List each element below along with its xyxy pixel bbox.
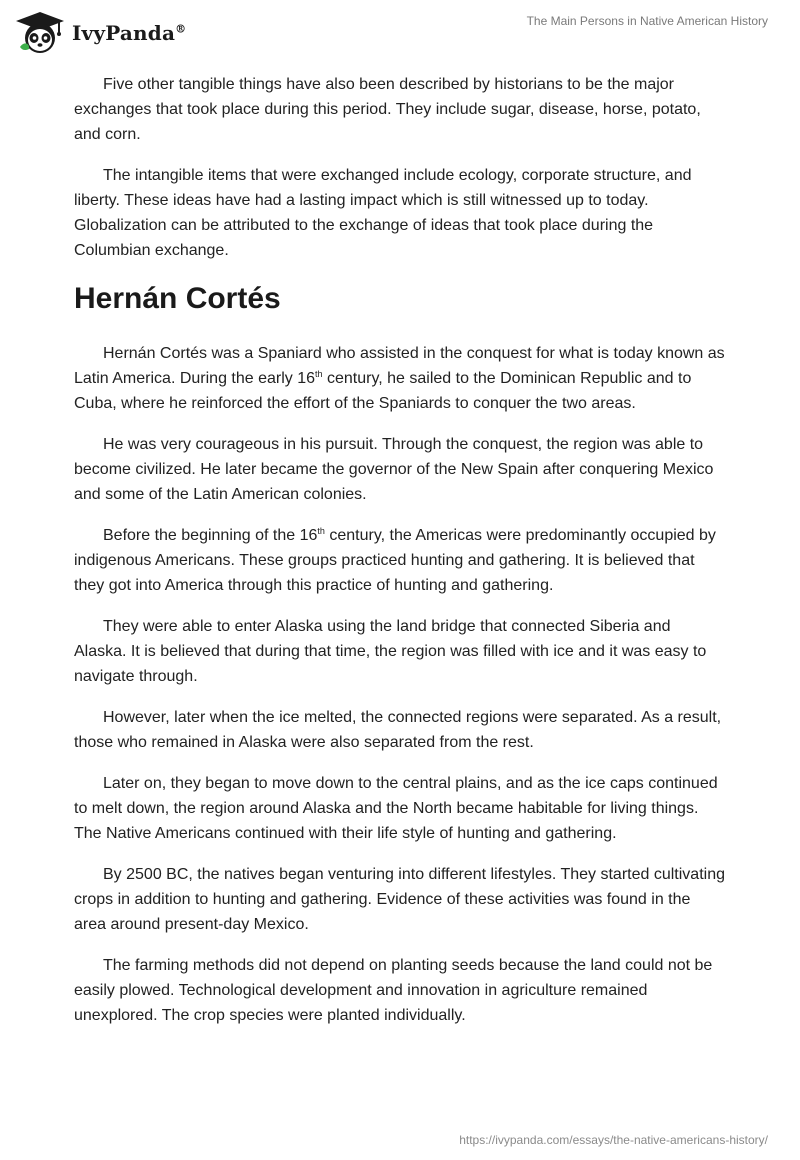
- logo-text: IvyPanda®: [72, 21, 187, 45]
- paragraph: The farming methods did not depend on planting seeds because the land could not be easily plowed. Technological development and innovation in agriculture remained unexplored. The crop species were planted individually.: [74, 957, 713, 1024]
- paragraph: However, later when the ice melted, the connected regions were separated. As a result, those who remained in Alaska were also separated from the rest.: [74, 709, 722, 751]
- document-title: The Main Persons in Native American History: [526, 14, 768, 28]
- panda-mascot-icon: [14, 11, 66, 55]
- page-header: [0, 0, 800, 70]
- paragraph: The intangible items that were exchanged include ecology, corporate structure, and liberty. These ideas have had a lasting impact which is still witnessed up to today. Globalization can be attributed to the exchange of ideas that took place during the Columbian exchange.: [74, 167, 692, 259]
- essay-body: [74, 72, 726, 1044]
- paragraph: Hernán Cortés was a Spaniard who assisted in the conquest for what is today known as Latin America. During the early 16th century, he sailed to the Dominican Republic and to Cuba, where he reinforced the effort of the Spaniards to conquer the two areas.: [74, 345, 725, 412]
- paragraph: He was very courageous in his pursuit. Through the conquest, the region was able to become civilized. He later became the governor of the New Spain after conquering Mexico and some of the Latin American colonies.: [74, 436, 714, 503]
- paragraph: Later on, they began to move down to the central plains, and as the ice caps continued to melt down, the region around Alaska and the North became habitable for living things. The Native Americans continued with their life style of hunting and gathering.: [74, 775, 718, 842]
- source-url[interactable]: https://ivypanda.com/essays/the-native-americans-history/: [459, 1133, 768, 1147]
- paragraph: By 2500 BC, the natives began venturing into different lifestyles. They started cultivating crops in addition to hunting and gathering. Evidence of these activities was found in the area around present-day Mexico.: [74, 866, 725, 933]
- paragraph: They were able to enter Alaska using the land bridge that connected Siberia and Alaska. It is believed that during that time, the region was filled with ice and it was easy to navigate through.: [74, 618, 707, 685]
- paragraph: Before the beginning of the 16th century, the Americas were predominantly occupied by indigenous Americans. These groups practiced hunting and gathering. It is believed that they got into America through this practice of hunting and gathering.: [74, 526, 716, 594]
- ivypanda-logo[interactable]: [14, 8, 186, 58]
- paragraph: Five other tangible things have also been described by historians to be the major exchanges that took place during this period. They include sugar, disease, horse, potato, and corn.: [74, 76, 701, 143]
- section-heading: Hernán Cortés: [74, 282, 281, 315]
